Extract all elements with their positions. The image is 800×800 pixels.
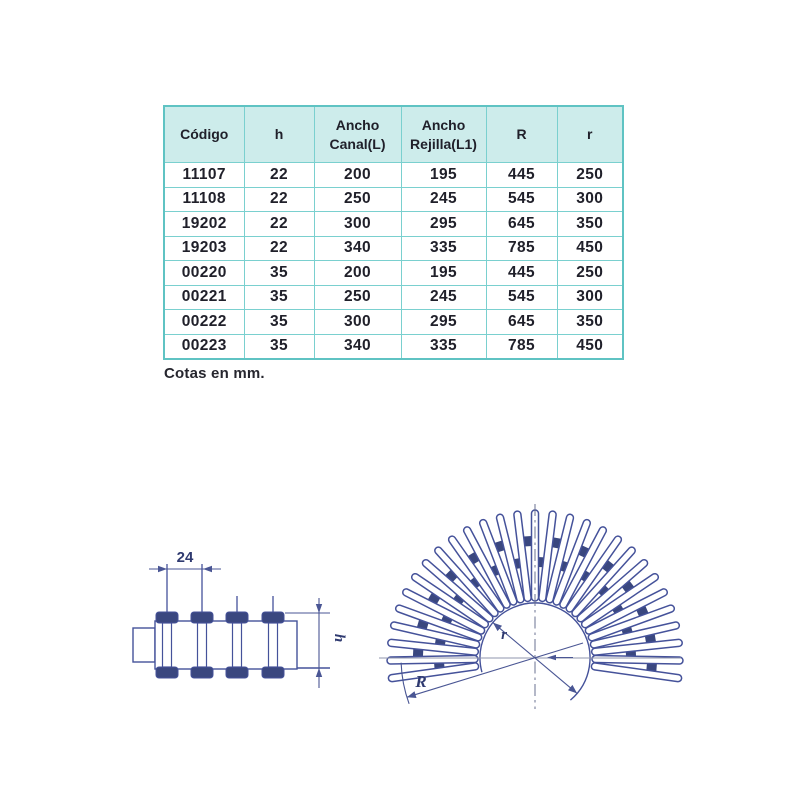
table-cell: 35 bbox=[244, 334, 314, 359]
table-row bbox=[164, 163, 623, 188]
table-cell: 195 bbox=[401, 261, 486, 286]
table-cell: 195 bbox=[401, 163, 486, 188]
table-cell: 250 bbox=[557, 261, 623, 286]
roller-pins bbox=[167, 564, 273, 615]
table-cell: 545 bbox=[486, 187, 557, 212]
table-cell: 35 bbox=[244, 285, 314, 310]
table-cell: 450 bbox=[557, 334, 623, 359]
axis-pointer-arrow bbox=[547, 655, 573, 661]
table-cell: 335 bbox=[401, 334, 486, 359]
table-cell: 19202 bbox=[164, 212, 244, 237]
table-cell: 300 bbox=[314, 310, 401, 335]
height-dimension-label: h bbox=[331, 633, 347, 643]
table-cell: 350 bbox=[557, 212, 623, 237]
table-cell: 200 bbox=[314, 163, 401, 188]
table-row bbox=[164, 187, 623, 212]
spec-table-header bbox=[164, 106, 623, 163]
table-cell: 335 bbox=[401, 236, 486, 261]
table-cell: 785 bbox=[486, 334, 557, 359]
column-header-2: Ancho Canal(L) bbox=[314, 106, 401, 163]
table-cell: 545 bbox=[486, 285, 557, 310]
table-cell: 11108 bbox=[164, 187, 244, 212]
column-header-4: R bbox=[486, 106, 557, 163]
table-cell: 00220 bbox=[164, 261, 244, 286]
curved-grille-diagram bbox=[375, 498, 685, 713]
table-cell: 00221 bbox=[164, 285, 244, 310]
table-row bbox=[164, 334, 623, 359]
table-cell: 295 bbox=[401, 212, 486, 237]
table-cell: 340 bbox=[314, 236, 401, 261]
units-note: Cotas en mm. bbox=[164, 365, 265, 382]
outer-arc bbox=[401, 663, 409, 704]
table-cell: 250 bbox=[314, 187, 401, 212]
spec-table-body bbox=[164, 163, 623, 360]
spec-table bbox=[163, 105, 624, 360]
table-row bbox=[164, 236, 623, 261]
column-header-1: h bbox=[244, 106, 314, 163]
table-cell: 35 bbox=[244, 261, 314, 286]
table-cell: 445 bbox=[486, 163, 557, 188]
table-row bbox=[164, 285, 623, 310]
table-cell: 300 bbox=[314, 212, 401, 237]
table-cell: 645 bbox=[486, 310, 557, 335]
table-row bbox=[164, 261, 623, 286]
table-cell: 350 bbox=[557, 310, 623, 335]
table-cell: 250 bbox=[557, 163, 623, 188]
table-cell: 200 bbox=[314, 261, 401, 286]
table-cell: 645 bbox=[486, 212, 557, 237]
table-cell: 245 bbox=[401, 285, 486, 310]
table-cell: 785 bbox=[486, 236, 557, 261]
table-cell: 450 bbox=[557, 236, 623, 261]
table-cell: 245 bbox=[401, 187, 486, 212]
table-cell: 300 bbox=[557, 285, 623, 310]
table-cell: 11107 bbox=[164, 163, 244, 188]
table-cell: 22 bbox=[244, 236, 314, 261]
table-cell: 445 bbox=[486, 261, 557, 286]
column-header-5: r bbox=[557, 106, 623, 163]
table-cell: 00222 bbox=[164, 310, 244, 335]
header-row bbox=[164, 106, 623, 163]
table-cell: 250 bbox=[314, 285, 401, 310]
table-cell: 35 bbox=[244, 310, 314, 335]
pitch-dimension bbox=[149, 549, 221, 572]
table-cell: 340 bbox=[314, 334, 401, 359]
column-header-3: Ancho Rejilla(L1) bbox=[401, 106, 486, 163]
table-cell: 300 bbox=[557, 187, 623, 212]
outer-radius-label: R bbox=[415, 672, 427, 691]
table-cell: 00223 bbox=[164, 334, 244, 359]
table-row bbox=[164, 310, 623, 335]
channel-profile-diagram bbox=[125, 520, 355, 705]
column-header-0: Código bbox=[164, 106, 244, 163]
table-cell: 19203 bbox=[164, 236, 244, 261]
table-cell: 22 bbox=[244, 187, 314, 212]
inner-radius-label: r bbox=[501, 627, 507, 643]
table-row bbox=[164, 212, 623, 237]
table-cell: 22 bbox=[244, 163, 314, 188]
table-cell: 295 bbox=[401, 310, 486, 335]
pitch-dimension-label: 24 bbox=[176, 549, 194, 566]
table-cell: 22 bbox=[244, 212, 314, 237]
